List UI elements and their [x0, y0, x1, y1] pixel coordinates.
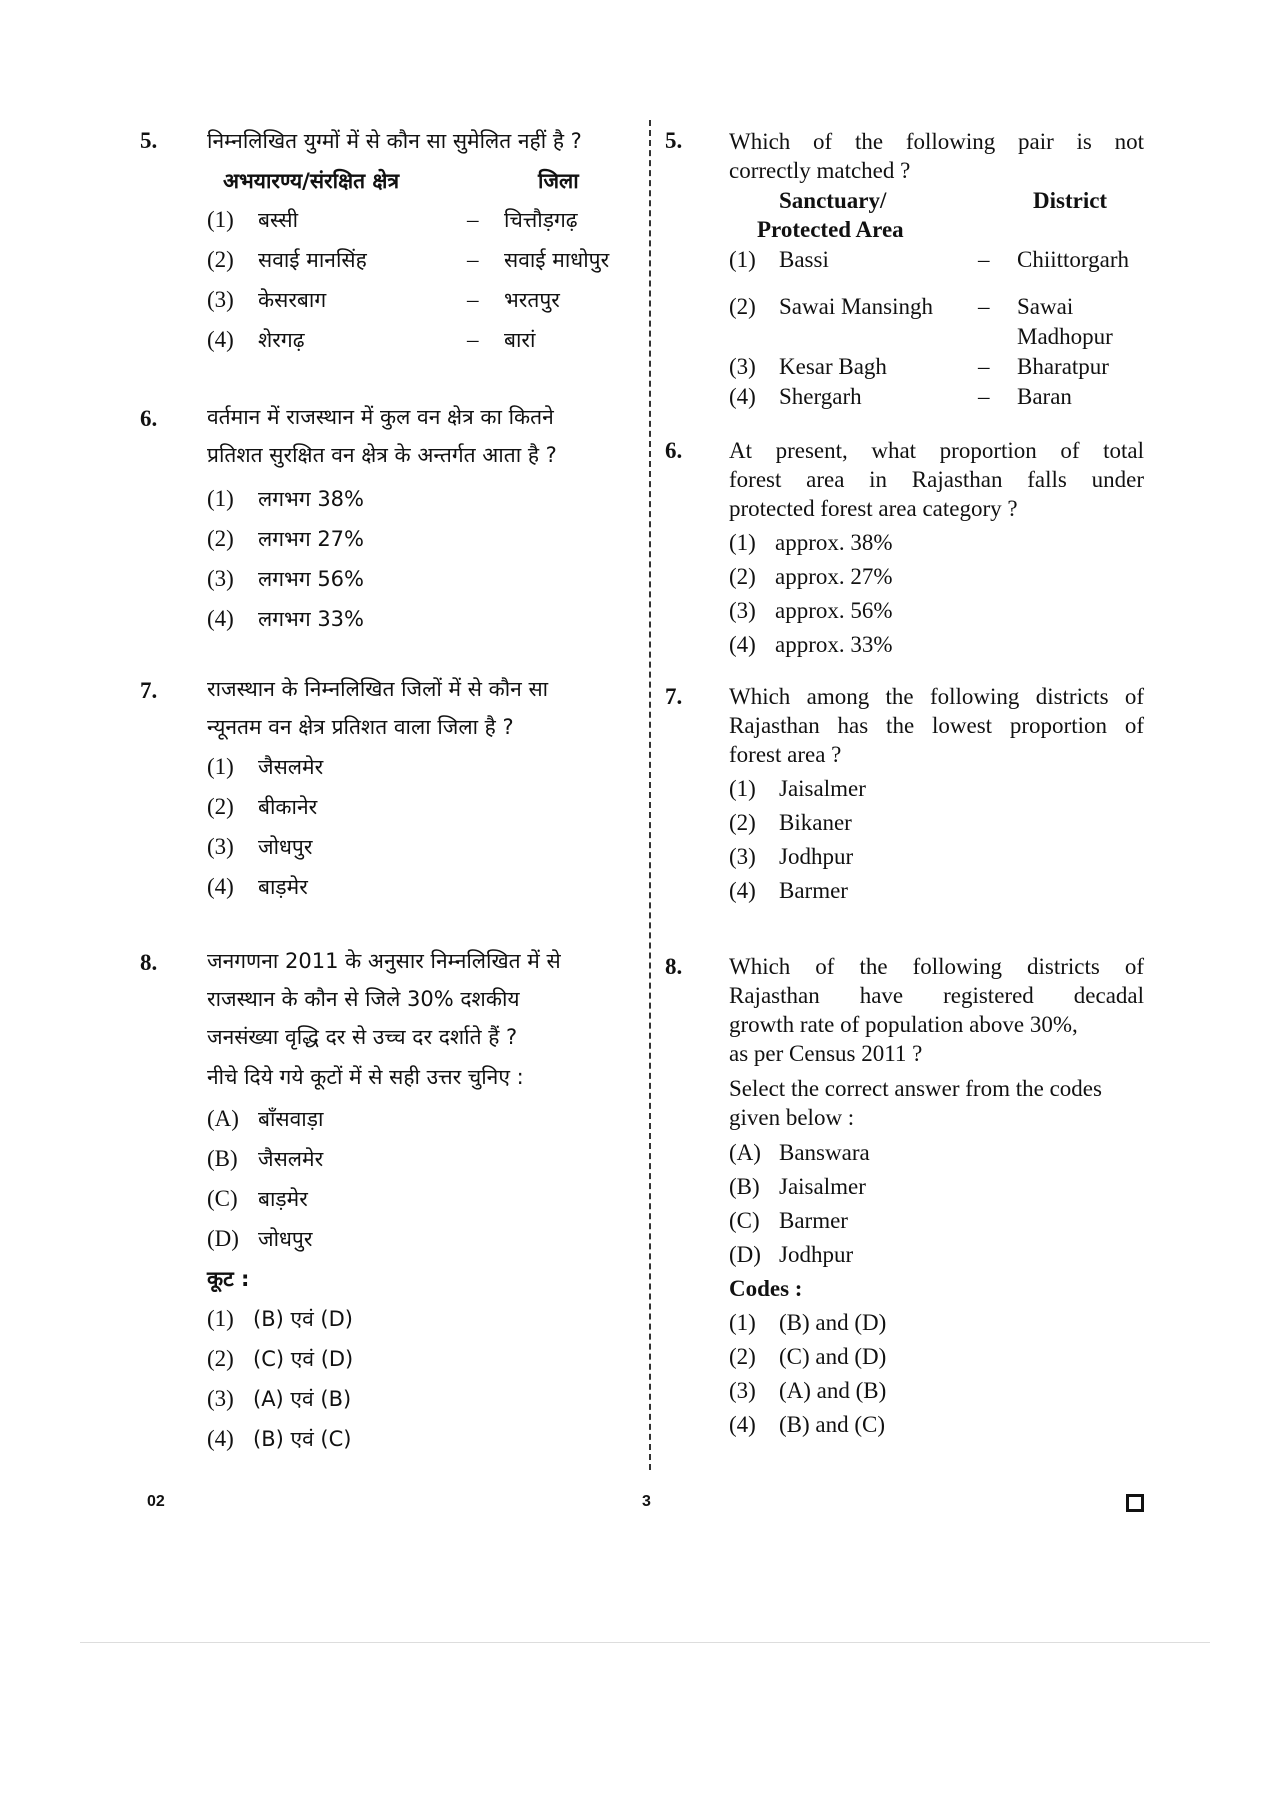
option-label: (4)	[207, 606, 234, 631]
question-text-line-3: protected forest area category ?	[729, 496, 1018, 521]
item-text: बाड़मेर	[258, 1187, 308, 1211]
option-label: (1)	[207, 754, 234, 779]
question-text: निम्नलिखित युग्मों में से कौन सा सुमेलित नहीं है ?	[207, 129, 582, 153]
option-left: केसरबाग	[258, 288, 327, 312]
question-text-line-3: जनसंख्या वृद्धि दर से उच्च दर दर्शाते हैं ?	[207, 1025, 518, 1049]
question-text-line-3: forest area ?	[729, 742, 842, 767]
option-text: लगभग 38%	[258, 487, 364, 511]
code-text: (C) and (D)	[779, 1344, 887, 1369]
option-label: (2)	[729, 294, 756, 319]
item-label: (A)	[729, 1140, 761, 1165]
option-text: Jodhpur	[779, 844, 854, 869]
item-label: (A)	[207, 1106, 239, 1131]
question-number: 5.	[140, 128, 158, 153]
column-header-right: जिला	[538, 169, 579, 193]
column-header-right: District	[1033, 188, 1108, 213]
item-text: Barmer	[779, 1208, 848, 1233]
code-label: (4)	[207, 1426, 234, 1451]
item-label: (C)	[729, 1208, 760, 1233]
bottom-rule	[80, 1642, 1210, 1643]
column-header-left-line-2: Protected Area	[757, 217, 904, 242]
question-number: 5.	[665, 128, 683, 153]
option-left: Shergarh	[779, 384, 862, 409]
question-text-line-1: At present, what proportion of total	[729, 438, 1144, 463]
option-label: (3)	[207, 566, 234, 591]
question-text-line-4: नीचे दिये गये कूटों में से सही उत्तर चुनिए :	[207, 1065, 524, 1089]
option-right: Sawai	[1017, 294, 1074, 319]
option-label: (1)	[729, 530, 756, 555]
option-label: (2)	[729, 810, 756, 835]
option-label: (1)	[207, 207, 234, 232]
option-label: (3)	[729, 354, 756, 379]
option-text: बीकानेर	[258, 795, 318, 819]
page-number: 3	[642, 1493, 651, 1510]
question-text-line-3: growth rate of population above 30%,	[729, 1012, 1078, 1037]
option-text: approx. 56%	[775, 598, 893, 623]
option-right: चित्तौड़गढ़	[504, 208, 578, 232]
option-text: जैसलमेर	[258, 755, 324, 779]
option-right: Baran	[1017, 384, 1072, 409]
item-text: बाँसवाड़ा	[258, 1107, 324, 1131]
option-dash: –	[978, 354, 990, 379]
item-text: Jodhpur	[779, 1242, 854, 1267]
code-label: (3)	[207, 1386, 234, 1411]
option-text: बाड़मेर	[258, 875, 308, 899]
square-marker-icon	[1126, 1494, 1144, 1512]
question-text-line-1: वर्तमान में राजस्थान में कुल वन क्षेत्र का कितने	[207, 405, 554, 429]
question-text-line-1: Which of the following districts of	[729, 954, 1144, 979]
code-label: (2)	[729, 1344, 756, 1369]
option-dash: –	[978, 294, 990, 319]
question-text-line-1: जनगणना 2011 के अनुसार निम्नलिखित में से	[207, 949, 561, 973]
code-text: (A) एवं (B)	[253, 1387, 352, 1411]
option-text: Barmer	[779, 878, 848, 903]
question-text-line-5: Select the correct answer from the codes	[729, 1076, 1102, 1101]
option-label: (3)	[729, 844, 756, 869]
option-label: (1)	[729, 247, 756, 272]
option-left: बस्सी	[258, 208, 299, 232]
question-text-line-1: Which among the following districts of	[729, 684, 1144, 709]
option-label: (3)	[207, 834, 234, 859]
option-left: Bassi	[779, 247, 829, 272]
code-label: (3)	[729, 1378, 756, 1403]
option-text: लगभग 27%	[258, 527, 364, 551]
item-label: (D)	[207, 1226, 239, 1251]
option-label: (2)	[207, 526, 234, 551]
option-text: approx. 38%	[775, 530, 893, 555]
option-label: (2)	[729, 564, 756, 589]
option-label: (3)	[729, 598, 756, 623]
code-text: (B) एवं (D)	[253, 1307, 353, 1331]
option-right: Chiittorgarh	[1017, 247, 1130, 272]
option-text: जोधपुर	[258, 835, 313, 859]
option-right: भरतपुर	[504, 288, 560, 312]
question-text-line-2: राजस्थान के कौन से जिले 30% दशकीय	[207, 987, 520, 1011]
code-text: (C) एवं (D)	[253, 1347, 354, 1371]
option-left: शेरगढ़	[258, 328, 305, 352]
question-number: 7.	[140, 678, 158, 703]
question-number: 8.	[140, 950, 158, 975]
item-text: Banswara	[779, 1140, 870, 1165]
question-text-line-4: as per Census 2011 ?	[729, 1041, 923, 1066]
question-number: 7.	[665, 684, 683, 709]
column-header-left-line-1: Sanctuary/	[779, 188, 887, 213]
code-text: (B) एवं (C)	[253, 1427, 352, 1451]
code-text: (A) and (B)	[779, 1378, 887, 1403]
code-label: (1)	[207, 1306, 234, 1331]
option-left: Kesar Bagh	[779, 354, 887, 379]
option-right: Bharatpur	[1017, 354, 1109, 379]
option-text: लगभग 33%	[258, 607, 364, 631]
option-text: approx. 27%	[775, 564, 893, 589]
question-text-line-6: given below :	[729, 1105, 855, 1130]
option-dash: –	[978, 247, 990, 272]
option-right: सवाई माधोपुर	[504, 248, 610, 272]
option-label: (2)	[207, 794, 234, 819]
codes-label: Codes :	[729, 1276, 803, 1301]
question-text-line-2: प्रतिशत सुरक्षित वन क्षेत्र के अन्तर्गत आता है ?	[207, 443, 557, 467]
option-label: (1)	[729, 776, 756, 801]
question-number: 6.	[140, 406, 158, 431]
option-text: लगभग 56%	[258, 567, 364, 591]
question-text-line-1: Which of the following pair is not	[729, 129, 1144, 154]
item-label: (C)	[207, 1186, 238, 1211]
column-divider	[649, 120, 651, 1470]
item-text: Jaisalmer	[779, 1174, 866, 1199]
option-label: (4)	[729, 632, 756, 657]
code-text: (B) and (C)	[779, 1412, 886, 1437]
question-number: 6.	[665, 438, 683, 463]
option-label: (4)	[729, 384, 756, 409]
option-dash: –	[467, 327, 479, 352]
option-label: (4)	[207, 874, 234, 899]
option-text: Bikaner	[779, 810, 852, 835]
item-label: (D)	[729, 1242, 761, 1267]
item-text: जोधपुर	[258, 1227, 313, 1251]
option-right: बारां	[504, 328, 536, 352]
code-label: (2)	[207, 1346, 234, 1371]
item-label: (B)	[207, 1146, 238, 1171]
item-text: जैसलमेर	[258, 1147, 324, 1171]
codes-label: कूट :	[207, 1267, 250, 1291]
item-label: (B)	[729, 1174, 760, 1199]
question-text-line-1: राजस्थान के निम्नलिखित जिलों में से कौन सा	[207, 677, 549, 701]
option-label: (1)	[207, 486, 234, 511]
question-text-line-2: forest area in Rajasthan falls under	[729, 467, 1144, 492]
question-number: 8.	[665, 954, 683, 979]
option-dash: –	[467, 207, 479, 232]
option-label: (4)	[729, 878, 756, 903]
option-label: (4)	[207, 327, 234, 352]
option-text: approx. 33%	[775, 632, 893, 657]
option-left: Sawai Mansingh	[779, 294, 933, 319]
option-dash: –	[467, 287, 479, 312]
code-label: (4)	[729, 1412, 756, 1437]
question-text-line-2: correctly matched ?	[729, 158, 911, 183]
option-left: सवाई मानसिंह	[258, 248, 367, 272]
code-label: (1)	[729, 1310, 756, 1335]
option-right-line-2: Madhopur	[1017, 324, 1113, 349]
option-label: (3)	[207, 287, 234, 312]
column-header-left: अभयारण्य/संरक्षित क्षेत्र	[223, 169, 400, 193]
option-label: (2)	[207, 247, 234, 272]
booklet-code: 02	[147, 1493, 165, 1510]
option-dash: –	[467, 247, 479, 272]
question-text-line-2: Rajasthan have registered decadal	[729, 983, 1144, 1008]
option-text: Jaisalmer	[779, 776, 866, 801]
question-text-line-2: Rajasthan has the lowest proportion of	[729, 713, 1144, 738]
question-text-line-2: न्यूनतम वन क्षेत्र प्रतिशत वाला जिला है ?	[207, 715, 514, 739]
code-text: (B) and (D)	[779, 1310, 887, 1335]
option-dash: –	[978, 384, 990, 409]
